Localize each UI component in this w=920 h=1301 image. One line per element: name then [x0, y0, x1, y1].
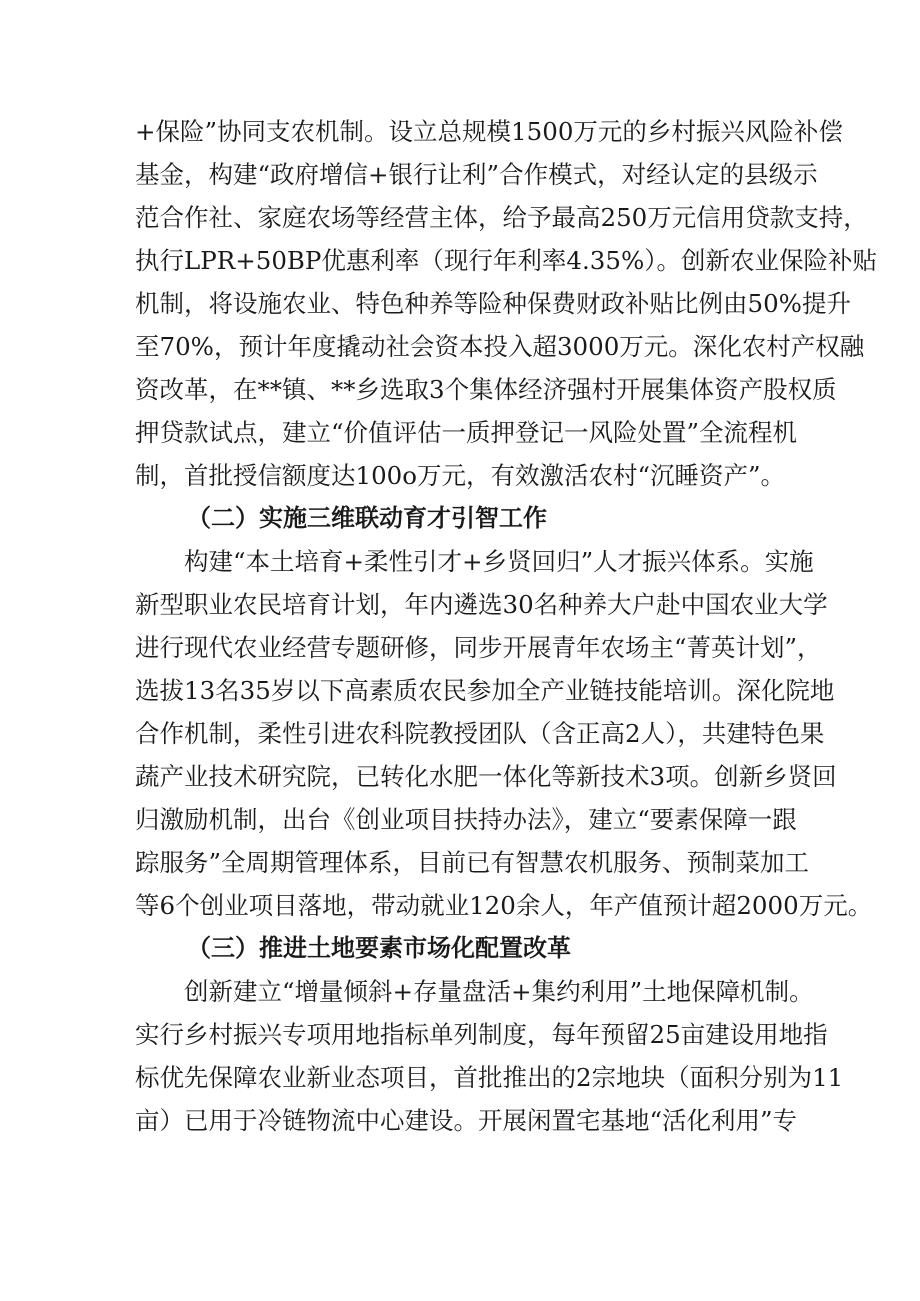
- paragraph-rural-finance: [135, 110, 877, 497]
- text-line: 合作机制，柔性引进农科院教授团队（含正高2人），共建特色果: [135, 719, 825, 748]
- paragraph-talent: [135, 540, 873, 927]
- text-line: 制，首批授信额度达100o万元，有效激活农村“沉睡资产”。: [135, 461, 786, 490]
- text-line: 归激励机制，出台《创业项目扶持办法》，建立“要素保障一跟: [135, 805, 797, 834]
- text-line: 执行LPR+50BP优惠利率（现行年利率4.35%）。创新农业保险补贴: [135, 246, 877, 275]
- text-line: 基金，构建“政府增信+银行让利”合作模式，对经认定的县级示: [135, 160, 818, 189]
- text-line: 创新建立“增量倾斜+存量盘活+集约利用”土地保障机制。: [184, 977, 814, 1006]
- text-line: 进行现代农业经营专题研修，同步开展青年农场主“菁英计划”，: [135, 633, 822, 662]
- text-line: 新型职业农民培育计划，年内遴选30名种养大户赴中国农业大学: [135, 590, 828, 619]
- text-line: 范合作社、家庭农场等经营主体，给予最高250万元信用贷款支持，: [135, 203, 868, 232]
- text-line: 标优先保障农业新业态项目，首批推出的2宗地块（面积分别为11: [135, 1063, 844, 1092]
- text-line: 资改革，在**镇、**乡选取3个集体经济强村开展集体资产股权质: [135, 375, 837, 404]
- text-line: 踪服务”全周期管理体系，目前已有智慧农机服务、预制菜加工: [135, 848, 810, 877]
- section-heading-land: （三）推进土地要素市场化配置改革: [187, 934, 571, 962]
- text-line: 选拔13名35岁以下高素质农民参加全产业链技能培训。深化院地: [135, 676, 835, 705]
- text-line: 等6个创业项目落地，带动就业120余人，年产值预计超2000万元。: [135, 891, 873, 920]
- text-line: 至70%，预计年度撬动社会资本投入超3000万元。深化农村产权融: [135, 332, 865, 361]
- text-line: 机制，将设施农业、特色种养等险种保费财政补贴比例由50%提升: [135, 289, 851, 318]
- text-line: 实行乡村振兴专项用地指标单列制度，每年预留25亩建设用地指: [135, 1020, 828, 1049]
- text-line: 蔬产业技术研究院，已转化水肥一体化等新技术3项。创新乡贤回: [135, 762, 837, 791]
- text-line: 亩）已用于冷链物流中心建设。开展闲置宅基地“活化利用”专: [135, 1106, 798, 1135]
- text-line: 押贷款试点，建立“价值评估一质押登记一风险处置”全流程机: [135, 418, 798, 447]
- section-heading-talent: （二）实施三维联动育才引智工作: [187, 504, 547, 532]
- text-line: +保险”协同支农机制。设立总规模1500万元的乡村振兴风险补偿: [135, 117, 843, 146]
- paragraph-land: [135, 970, 844, 1142]
- text-line: 构建“本土培育+柔性引才+乡贤回归”人才振兴体系。实施: [184, 547, 814, 576]
